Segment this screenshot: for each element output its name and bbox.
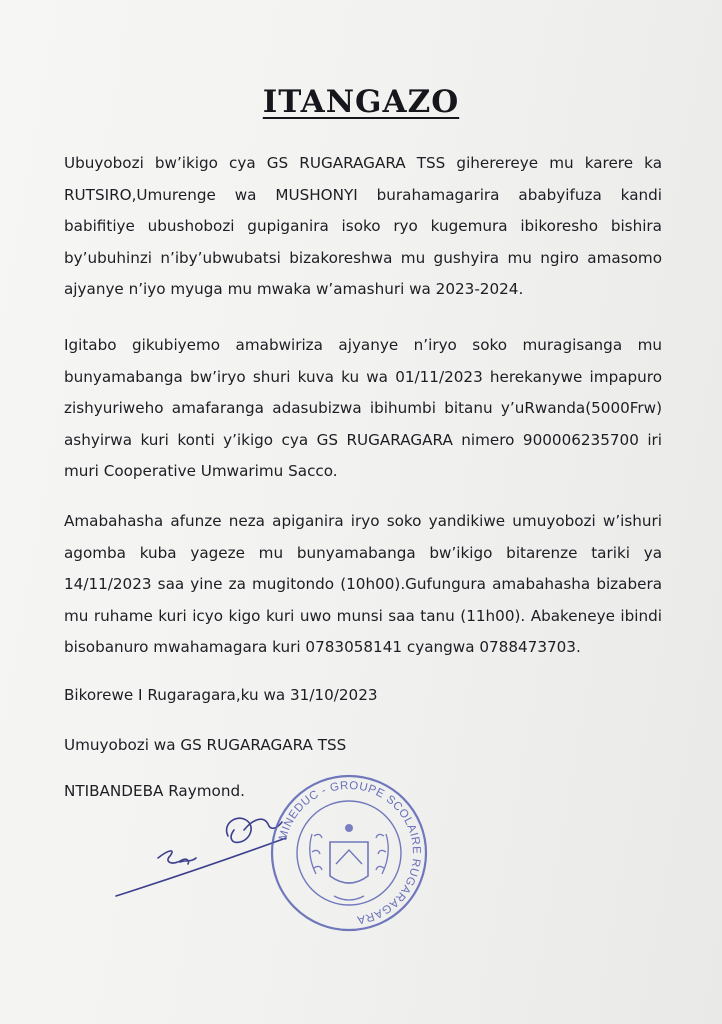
document-title: ITANGAZO (262, 84, 460, 120)
handwritten-signature (110, 800, 290, 900)
school-seal-stamp (268, 772, 430, 934)
place-and-date: Bikorewe I Rugaragara,ku wa 31/10/2023 (64, 686, 378, 704)
paragraph-tender-documents: Igitabo gikubiyemo amabwiriza ajyanye n’iryo soko muragisanga mu bunyamabanga bw’iryo shuri kuva ku wa 01/11/2023 herekanywe impapuro zishyuriweho amafaranga adasubizwa ibihumbi bitanu y’uRwanda(5000Frw) ashyirwa kuri konti y’ikigo cya GS RUGARAGARA nimero 900006235700 iri muri Cooperative Umwarimu Sacco. (64, 336, 662, 481)
signer-name: NTIBANDEBA Raymond. (64, 782, 245, 800)
svg-text:MINEDUC - GROUPE SCOLAIRE RUGA: MINEDUC - GROUPE SCOLAIRE RUGARAGARA (277, 779, 423, 926)
signer-title: Umuyobozi wa GS RUGARAGARA TSS (64, 736, 347, 754)
paragraph-submission-deadline: Amabahasha afunze neza apiganira iryo soko yandikiwe umuyobozi w’ishuri agomba kuba yageze mu bunyamabanga bw’ikigo bitarenze tariki ya 14/11/2023 saa yine za mugitondo (10h00).Gufungura amabahasha bizabera mu ruhame kuri icyo kigo kuri uwo munsi saa tanu (11h00). Abakeneye ibindi bisobanuro mwahamagara kuri 0783058141 cyangwa 0788473703. (64, 512, 662, 657)
paragraph-invitation: Ubuyobozi bw’ikigo cya GS RUGARAGARA TSS giherereye mu karere ka RUTSIRO,Umurenge wa MUSHONYI burahamagarira ababyifuza kandi babifitiye ubushobozi gupiganira isoko ryo kugemura ibikoresho bishira by’ubuhinzi n’iby’ubwubatsi bizakoreshwa mu gushyira mu ngiro amasomo ajyanye n’iyo myuga mu mwaka w’amashuri wa 2023-2024. (64, 154, 662, 299)
